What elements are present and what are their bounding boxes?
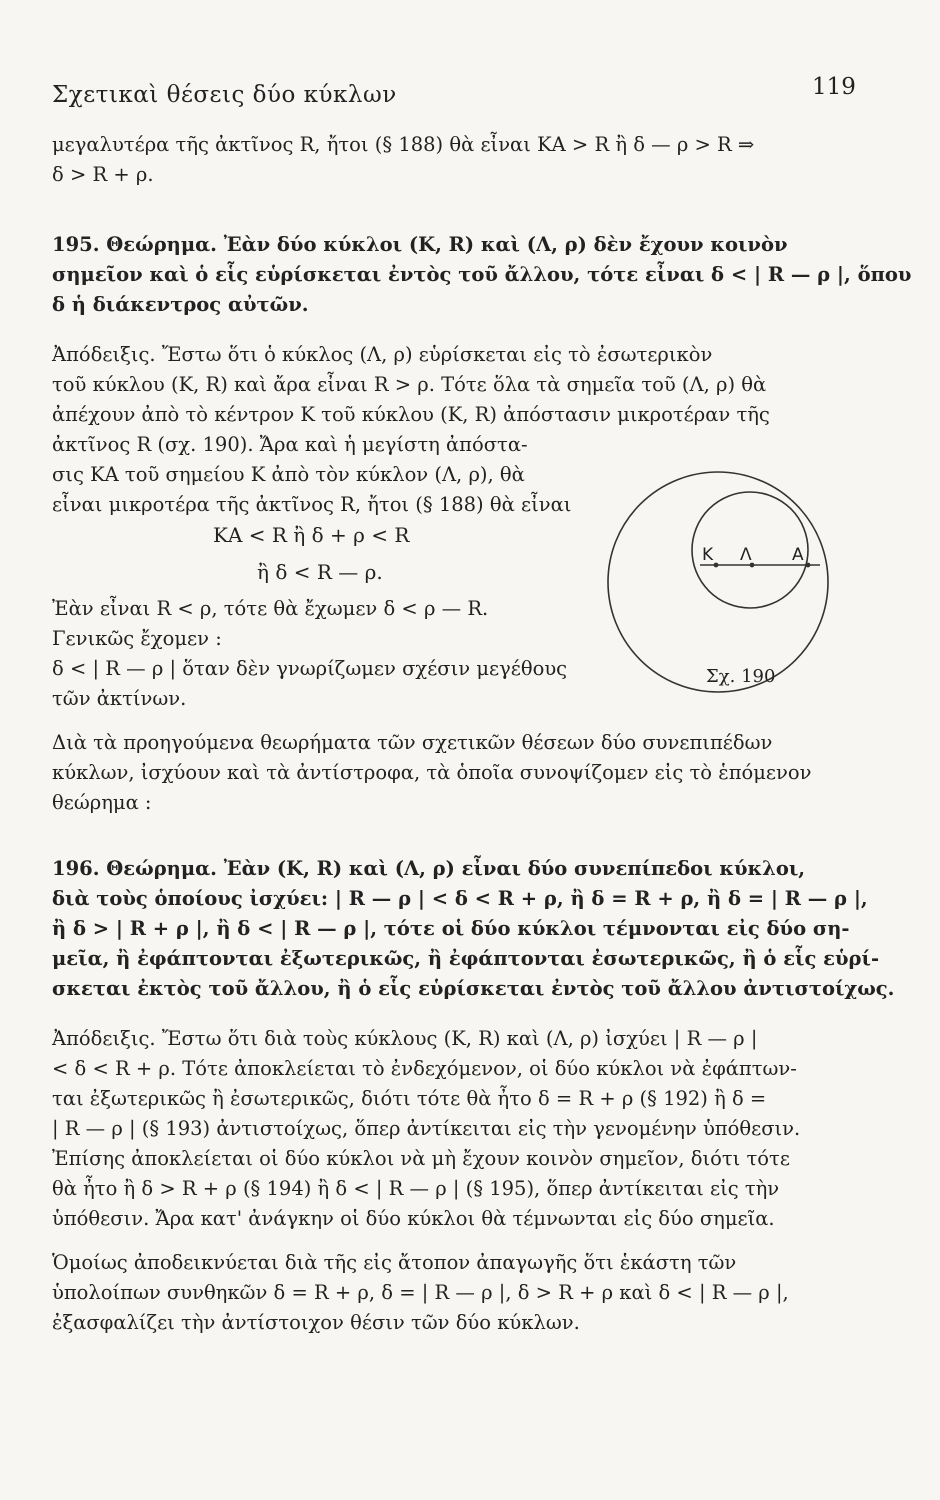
label-l: Λ [740, 545, 752, 565]
theorem-line: σημεῖον καὶ ὁ εἷς εὑρίσκεται ἐντὸς τοῦ ἄλλου, τότε εἶναι δ < | R — ρ |, ὅπου [52, 263, 912, 286]
page-number: 119 [812, 74, 856, 100]
label-a: Α [792, 545, 804, 565]
point-a [806, 563, 811, 568]
theorem-196 [52, 854, 895, 1004]
running-title: Σχετικαὶ θέσεις δύο κύκλων [52, 82, 397, 108]
summary-paragraph [52, 728, 842, 818]
text-line: τοῦ κύκλου (Κ, R) καὶ ἄρα εἶναι R > ρ. Τότε ὅλα τὰ σημεῖα τοῦ (Λ, ρ) θὰ [52, 373, 767, 396]
text-line: ται ἐξωτερικῶς ἢ ἐσωτερικῶς, διότι τότε θὰ ἦτο δ = R + ρ (§ 192) ἢ δ = [52, 1087, 767, 1110]
text-line: | R — ρ | (§ 193) ἀντιστοίχως, ὅπερ ἀντίκειται εἰς τὴν γενομένην ὑπόθεσιν. [52, 1117, 801, 1140]
theorem-line: 195. Θεώρημα. Ἐὰν δύο κύκλοι (Κ, R) καὶ (Λ, ρ) δὲν ἔχουν κοινὸν [52, 233, 788, 256]
theorem-line: μεῖα, ἢ ἐφάπτονται ἐξωτερικῶς, ἢ ἐφάπτονται ἐσωτερικῶς, ἢ ὁ εἷς εὑρί- [52, 947, 880, 970]
intro-paragraph [52, 130, 842, 190]
theorem-line: δ ἡ διάκεντρος αὐτῶν. [52, 293, 309, 316]
proof-196 [52, 1024, 842, 1234]
text-line: ἐξασφαλίζει τὴν ἀντίστοιχον θέσιν τῶν δύο κύκλων. [52, 1311, 580, 1334]
text-line: < δ < R + ρ. Τότε ἀποκλείεται τὸ ἐνδεχόμενον, οἱ δύο κύκλοι νὰ ἐφάπτων- [52, 1057, 797, 1080]
text-line: εἶναι μικροτέρα τῆς ἀκτῖνος R, ἤτοι (§ 188) θὰ εἶναι [52, 493, 572, 516]
text-line: θεώρημα : [52, 791, 152, 814]
figure-caption: Σχ. 190 [706, 666, 776, 687]
text-line: κύκλων, ἰσχύουν καὶ τὰ ἀντίστροφα, τὰ ὁποῖα συνοψίζομεν εἰς τὸ ἑπόμενον [52, 761, 812, 784]
text-line: τῶν ἀκτίνων. [52, 687, 187, 710]
text-line: ἀκτῖνος R (σχ. 190). Ἄρα καὶ ἡ μεγίστη ἀπόστα- [52, 433, 528, 456]
text-line: Ὁμοίως ἀποδεικνύεται διὰ τῆς εἰς ἄτοπον ἀπαγωγῆς ὅτι ἑκάστη τῶν [52, 1251, 737, 1274]
text-line: Ἀπόδειξις. Ἔστω ὅτι διὰ τοὺς κύκλους (Κ, R) καὶ (Λ, ρ) ἰσχύει | R — ρ | [52, 1027, 758, 1050]
theorem-line: 196. Θεώρημα. Ἐὰν (Κ, R) καὶ (Λ, ρ) εἶναι δύο συνεπίπεδοι κύκλοι, [52, 857, 806, 880]
theorem-line: ἢ δ > | R + ρ |, ἢ δ < | R — ρ |, τότε οἱ δύο κύκλοι τέμνονται εἰς δύο ση- [52, 917, 850, 940]
proof-195-end [52, 594, 612, 714]
text-line: μεγαλυτέρα τῆς ἀκτῖνος R, ἤτοι (§ 188) θὰ εἶναι ΚΑ > R ἢ δ — ρ > R ⇒ [52, 133, 755, 156]
theorem-195 [52, 230, 912, 320]
text-line: ὑπολοίπων συνθηκῶν δ = R + ρ, δ = | R — ρ |, δ > R + ρ καὶ δ < | R — ρ |, [52, 1281, 789, 1304]
text-line: Γενικῶς ἔχομεν : [52, 627, 222, 650]
formula-delta: ἢ δ < R — ρ. [257, 560, 383, 584]
text-line: ἀπέχουν ἀπὸ τὸ κέντρον Κ τοῦ κύκλου (Κ, R) ἀπόστασιν μικροτέραν τῆς [52, 403, 770, 426]
outer-circle-k [608, 472, 828, 692]
closing-paragraph [52, 1248, 842, 1338]
text-line: δ < | R — ρ | ὅταν δὲν γνωρίζωμεν σχέσιν μεγέθους [52, 657, 568, 680]
text-line: Διὰ τὰ προηγούμενα θεωρήματα τῶν σχετικῶν θέσεων δύο συνεπιπέδων [52, 731, 773, 754]
text-line: Ἐὰν εἶναι R < ρ, τότε θὰ ἔχωμεν δ < ρ — R. [52, 597, 489, 620]
point-k [714, 563, 719, 568]
text-line: ὑπόθεσιν. Ἄρα κατ' ἀνάγκην οἱ δύο κύκλοι θὰ τέμνωνται εἰς δύο σημεῖα. [52, 1207, 775, 1230]
text-line: Ἐπίσης ἀποκλείεται οἱ δύο κύκλοι νὰ μὴ ἔχουν κοινὸν σημεῖον, διότι τότε [52, 1147, 790, 1170]
theorem-line: σκεται ἐκτὸς τοῦ ἄλλου, ἢ ὁ εἷς εὑρίσκεται ἐντὸς τοῦ ἄλλου ἀντιστοίχως. [52, 977, 895, 1000]
formula-ka: ΚΑ < R ἢ δ + ρ < R [213, 523, 410, 547]
text-line: δ > R + ρ. [52, 163, 154, 186]
theorem-line: διὰ τοὺς ὁποίους ἰσχύει: | R — ρ | < δ < R + ρ, ἢ δ = R + ρ, ἢ δ = | R — ρ |, [52, 887, 868, 910]
text-line: θὰ ἦτο ἢ δ > R + ρ (§ 194) ἢ δ < | R — ρ | (§ 195), ὅπερ ἀντίκειται εἰς τὴν [52, 1177, 780, 1200]
text-line: Ἀπόδειξις. Ἔστω ὅτι ὁ κύκλος (Λ, ρ) εὑρίσκεται εἰς τὸ ἐσωτερικὸν [52, 343, 713, 366]
text-line: σις ΚΑ τοῦ σημείου Κ ἀπὸ τὸν κύκλον (Λ, ρ), θὰ [52, 463, 525, 486]
label-k: Κ [702, 545, 714, 565]
